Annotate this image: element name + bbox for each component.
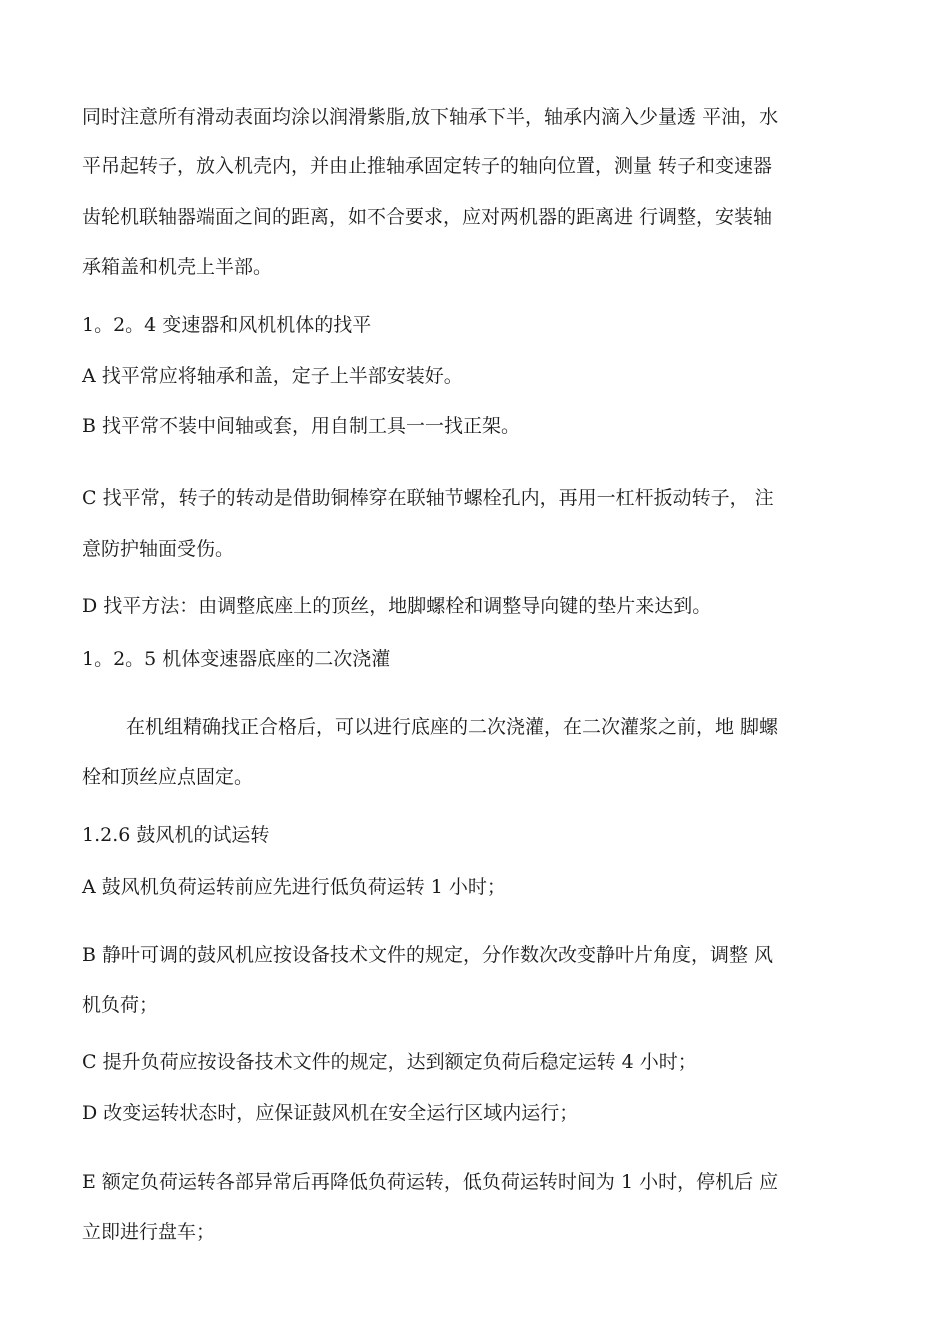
- list-item-b-line: B 静叶可调的鼓风机应按设备技术文件的规定，分作数次改变静叶片角度，调整 风: [82, 944, 774, 966]
- list-item-e-line: E 额定负荷运转各部异常后再降低负荷运转，低负荷运转时间为 1 小时，停机后 应: [82, 1171, 779, 1193]
- section-heading-1-2-4: 1。2。4 变速器和风机机体的找平: [82, 314, 372, 336]
- list-item-c-line: C 找平常，转子的转动是借助铜棒穿在联轴节螺栓孔内，再用一杠杆扳动转子， 注: [82, 487, 774, 509]
- section-heading-1-2-5: 1。2。5 机体变速器底座的二次浇灌: [82, 648, 391, 670]
- list-item-a: A 找平常应将轴承和盖，定子上半部安装好。: [82, 365, 463, 387]
- paragraph-line: 平吊起转子，放入机壳内，并由止推轴承固定转子的轴向位置，测量 转子和变速器: [82, 155, 773, 177]
- paragraph-line: 承箱盖和机壳上半部。: [82, 256, 273, 278]
- section-heading-1-2-6: 1.2.6 鼓风机的试运转: [82, 824, 270, 846]
- list-item-e-line: 立即进行盘车；: [82, 1221, 216, 1243]
- list-item-b-line: 机负荷；: [82, 994, 159, 1016]
- list-item-d: D 改变运转状态时，应保证鼓风机在安全运行区域内运行；: [82, 1102, 579, 1124]
- paragraph-line: 同时注意所有滑动表面均涂以润滑紫脂,放下轴承下半，轴承内滴入少量透 平油，水: [82, 106, 779, 128]
- paragraph-line: 在机组精确找正合格后，可以进行底座的二次浇灌，在二次灌浆之前，地 脚螺: [126, 716, 779, 738]
- list-item-c: C 提升负荷应按设备技术文件的规定，达到额定负荷后稳定运转 4 小时；: [82, 1051, 697, 1073]
- paragraph-line: 齿轮机联轴器端面之间的距离，如不合要求，应对两机器的距离进 行调整，安装轴: [82, 206, 773, 228]
- list-item-d: D 找平方法：由调整底座上的顶丝，地脚螺栓和调整导向键的垫片来达到。: [82, 595, 712, 617]
- paragraph-line: 栓和顶丝应点固定。: [82, 766, 254, 788]
- list-item-b: B 找平常不装中间轴或套，用自制工具一一找正架。: [82, 415, 521, 437]
- list-item-a: A 鼓风机负荷运转前应先进行低负荷运转 1 小时；: [82, 876, 506, 898]
- list-item-c-line: 意防护轴面受伤。: [82, 538, 235, 560]
